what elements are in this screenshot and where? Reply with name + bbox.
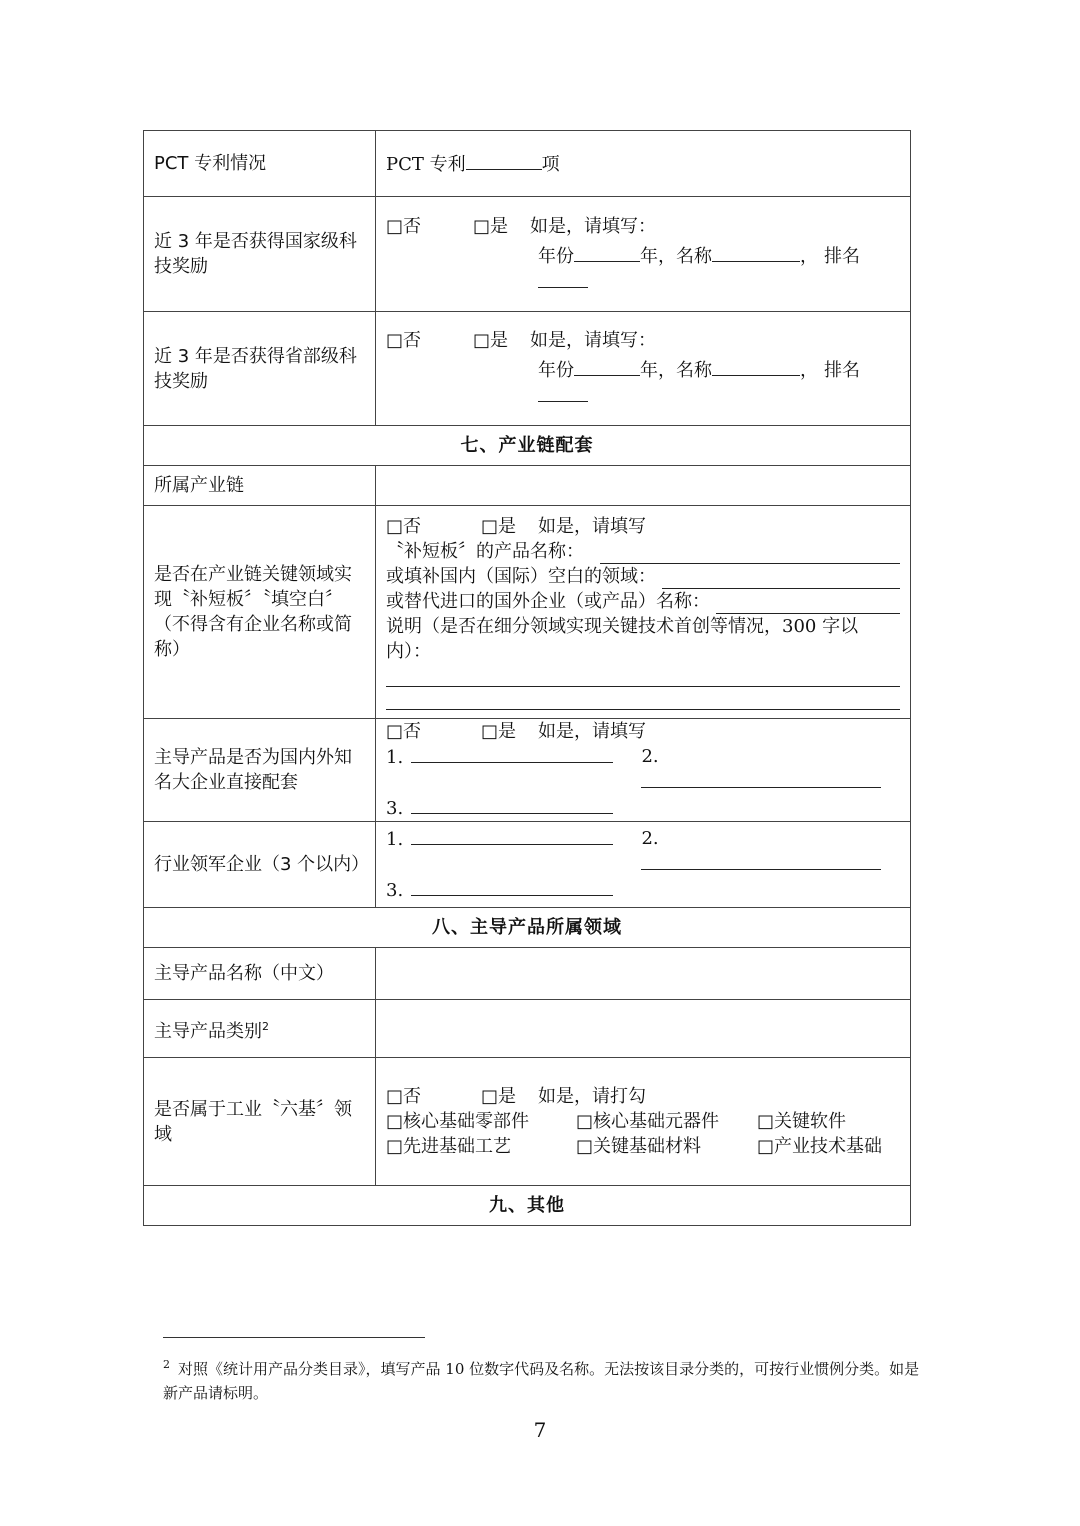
six-basics-no-checkbox[interactable]: □否 [386, 1086, 422, 1107]
industry-chain-field[interactable] [376, 466, 911, 506]
row-matching [144, 719, 911, 822]
matching-value [376, 719, 911, 822]
footnote-text: 对照《统计用产品分类目录》，填写产品 10 位数字代码及名称。无法按该目录分类的，可按行业惯例分类。如是新产品请标明。 [163, 1360, 920, 1402]
leaders-value [376, 822, 911, 908]
provincial-award-value [376, 312, 911, 426]
leaders-field-3[interactable] [411, 877, 613, 896]
national-award-name-label: 名称 [676, 245, 712, 267]
provincial-award-name-field[interactable] [712, 357, 800, 376]
key-field-value [376, 506, 911, 719]
national-award-yes-checkbox[interactable]: □是 [473, 215, 509, 237]
leaders-field-1[interactable] [411, 826, 613, 845]
key-field-note-label: 说明（是否在细分领域实现关键技术首创等情况，300 字以内）： [386, 616, 859, 662]
section-9-title: 九、其他 [144, 1186, 911, 1226]
matching-yes-checkbox[interactable]: □是 [481, 721, 517, 742]
row-section-8 [144, 908, 911, 948]
matching-num-3: 3. [386, 798, 404, 819]
six-basics-yes-checkbox[interactable]: □是 [481, 1086, 517, 1107]
section-7-title: 七、产业链配套 [144, 426, 911, 466]
national-award-label: 近 3 年是否获得国家级科技奖励 [144, 197, 376, 312]
provincial-award-if-yes: 如是，请填写： [530, 330, 657, 351]
product-name-field[interactable] [376, 948, 911, 1000]
option-advanced-process[interactable]: □先进基础工艺 [386, 1136, 512, 1157]
key-field-yes-checkbox[interactable]: □是 [481, 516, 517, 537]
matching-num-1: 1. [386, 747, 404, 768]
six-basics-value [376, 1058, 911, 1186]
matching-label: 主导产品是否为国内外知名大企业直接配套 [144, 719, 376, 822]
footnote-divider [163, 1337, 425, 1338]
product-category-field[interactable] [376, 1000, 911, 1058]
national-award-name-field[interactable] [712, 243, 800, 262]
provincial-award-year-field[interactable] [574, 357, 640, 376]
key-field-blank-field[interactable] [662, 570, 900, 589]
product-name-label: 主导产品名称（中文） [144, 948, 376, 1000]
key-field-blank-label: 或填补国内（国际）空白的领域： [386, 566, 656, 587]
industry-chain-label: 所属产业链 [144, 466, 376, 506]
national-award-year-unit: 年， [640, 245, 676, 267]
row-national-award [144, 197, 911, 312]
leaders-field-2[interactable] [641, 851, 881, 870]
key-field-import-field[interactable] [716, 595, 900, 614]
provincial-award-rank-label: 排名 [824, 360, 860, 381]
row-section-7 [144, 426, 911, 466]
option-key-software[interactable]: □关键软件 [757, 1111, 847, 1132]
application-form-table [143, 130, 911, 1226]
row-six-basics [144, 1058, 911, 1186]
option-industrial-tech-base[interactable]: □产业技术基础 [757, 1136, 883, 1157]
row-product-category [144, 1000, 911, 1058]
key-field-import-label: 或替代进口的国外企业（或产品）名称： [386, 591, 710, 612]
provincial-award-label: 近 3 年是否获得省部级科技奖励 [144, 312, 376, 426]
leaders-num-2: 2. [641, 828, 659, 849]
row-key-field [144, 506, 911, 719]
provincial-award-yes-checkbox[interactable]: □是 [473, 330, 509, 351]
product-category-label [144, 1000, 376, 1058]
matching-field-2[interactable] [641, 769, 881, 788]
matching-num-2: 2. [641, 746, 659, 767]
row-leaders [144, 822, 911, 908]
matching-if-yes: 如是，请填写 [538, 721, 647, 742]
provincial-award-year-label: 年份 [538, 360, 574, 381]
matching-no-checkbox[interactable]: □否 [386, 721, 422, 742]
matching-field-1[interactable] [411, 744, 613, 763]
row-industry-chain [144, 466, 911, 506]
option-core-components[interactable]: □核心基础零部件 [386, 1111, 530, 1132]
national-award-rank-field[interactable] [538, 269, 588, 288]
key-field-shortboard-field[interactable] [600, 545, 900, 564]
national-award-value [376, 197, 911, 312]
key-field-if-yes: 如是，请填写 [538, 516, 647, 537]
option-core-electronic-parts[interactable]: □核心基础元器件 [576, 1111, 720, 1132]
provincial-award-rank-field[interactable] [538, 383, 588, 402]
product-category-text: 主导产品类别 [154, 1020, 262, 1042]
matching-field-3[interactable] [411, 795, 613, 814]
key-field-label: 是否在产业链关键领域实现〝补短板〞〝填空白〞（不得含有企业名称或简称） [144, 506, 376, 719]
six-basics-label: 是否属于工业〝六基〞领域 [144, 1058, 376, 1186]
footnote-ref-2: 2 [262, 1019, 269, 1033]
national-award-if-yes: 如是，请填写： [530, 215, 657, 237]
key-field-no-checkbox[interactable]: □否 [386, 516, 422, 537]
national-award-year-label: 年份 [538, 245, 574, 267]
six-basics-if-yes: 如是，请打勾 [538, 1086, 647, 1107]
key-field-note-line-1[interactable] [386, 668, 900, 687]
provincial-award-comma: ， [800, 360, 818, 381]
provincial-award-no-checkbox[interactable]: □否 [386, 330, 422, 351]
footnote-mark: 2 [163, 1358, 170, 1371]
pct-patent-value [376, 131, 911, 197]
national-award-comma: ， [800, 245, 818, 267]
option-key-materials[interactable]: □关键基础材料 [576, 1136, 702, 1157]
row-section-9 [144, 1186, 911, 1226]
pct-patent-suffix: 项 [541, 153, 560, 175]
row-product-name [144, 948, 911, 1000]
provincial-award-name-label: 名称 [676, 360, 712, 381]
pct-patent-prefix: PCT 专利 [386, 153, 466, 175]
leaders-num-1: 1. [386, 829, 404, 850]
leaders-num-3: 3. [386, 880, 404, 901]
page-number: 7 [533, 1418, 547, 1442]
key-field-note-line-2[interactable] [386, 691, 900, 710]
provincial-award-year-unit: 年， [640, 360, 676, 381]
row-pct-patent [144, 131, 911, 197]
key-field-shortboard-label: 〝补短板〞的产品名称： [386, 541, 584, 562]
row-provincial-award [144, 312, 911, 426]
footnote [163, 1353, 923, 1405]
six-basics-options [386, 1109, 900, 1159]
leaders-label: 行业领军企业（3 个以内） [144, 822, 376, 908]
national-award-rank-label: 排名 [824, 245, 860, 267]
pct-patent-label: PCT 专利情况 [144, 131, 376, 197]
national-award-year-field[interactable] [574, 243, 640, 262]
national-award-no-checkbox[interactable]: □否 [386, 215, 422, 237]
pct-patent-count-field[interactable] [466, 151, 542, 170]
section-8-title: 八、主导产品所属领域 [144, 908, 911, 948]
